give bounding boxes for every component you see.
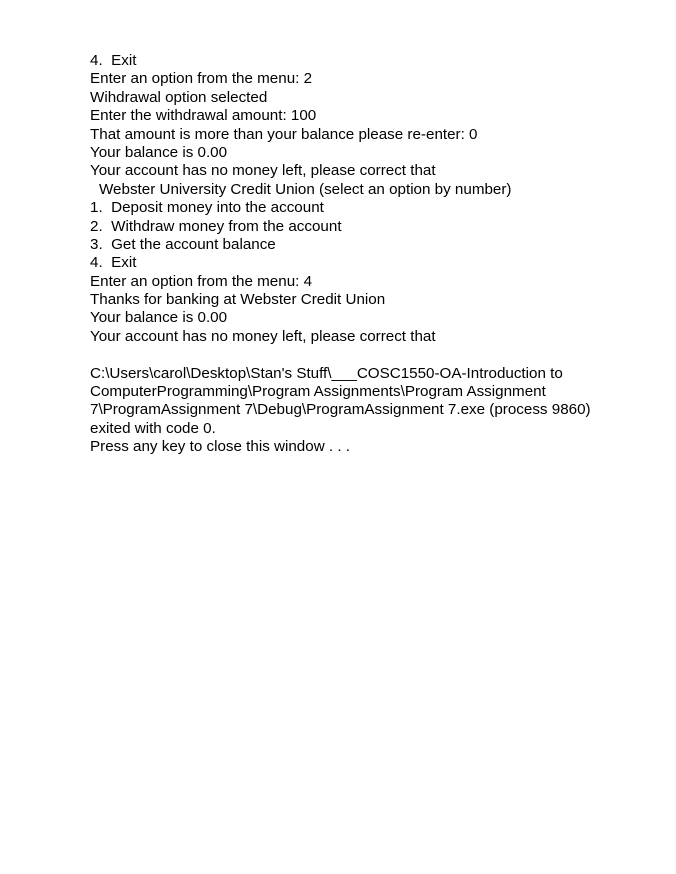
withdrawal-selected-line: Wihdrawal option selected xyxy=(90,88,268,106)
no-money-line-2: Your account has no money left, please correct that xyxy=(90,327,436,345)
balance-line: Your balance is 0.00 xyxy=(90,143,228,161)
balance-line-2: Your balance is 0.00 xyxy=(90,309,228,327)
menu-option-deposit: 1. Deposit money into the account xyxy=(90,199,324,217)
menu-option-withdraw: 2. Withdraw money from the account xyxy=(90,217,342,235)
blank-line xyxy=(90,346,650,364)
menu-header-line: Webster University Credit Union (select an option by number) xyxy=(99,180,512,198)
withdrawal-amount-line: Enter the withdrawal amount: 100 xyxy=(90,107,317,125)
console-output-text xyxy=(90,52,650,457)
menu-prompt-line: Enter an option from the menu: 2 xyxy=(90,70,313,88)
process-exit-path-line: C:\Users\carol\Desktop\Stan's Stuff\___COSC1550-OA-Introduction to ComputerProgramming\Program Assignments\Program Assignment 7\ProgramAssignment 7\Debug\ProgramAssignment 7.exe (process 9860) exited with code 0. xyxy=(90,364,591,437)
reenter-prompt-line: That amount is more than your balance please re-enter: 0 xyxy=(90,125,478,143)
thanks-line: Thanks for banking at Webster Credit Union xyxy=(90,291,386,309)
menu-prompt-line-2: Enter an option from the menu: 4 xyxy=(90,272,313,290)
menu-option-balance: 3. Get the account balance xyxy=(90,235,276,253)
menu-option-exit: 4. Exit xyxy=(90,254,137,272)
no-money-line: Your account has no money left, please correct that xyxy=(90,162,436,180)
press-any-key-line: Press any key to close this window . . . xyxy=(90,438,350,456)
menu-exit-line: 4. Exit xyxy=(90,52,137,69)
